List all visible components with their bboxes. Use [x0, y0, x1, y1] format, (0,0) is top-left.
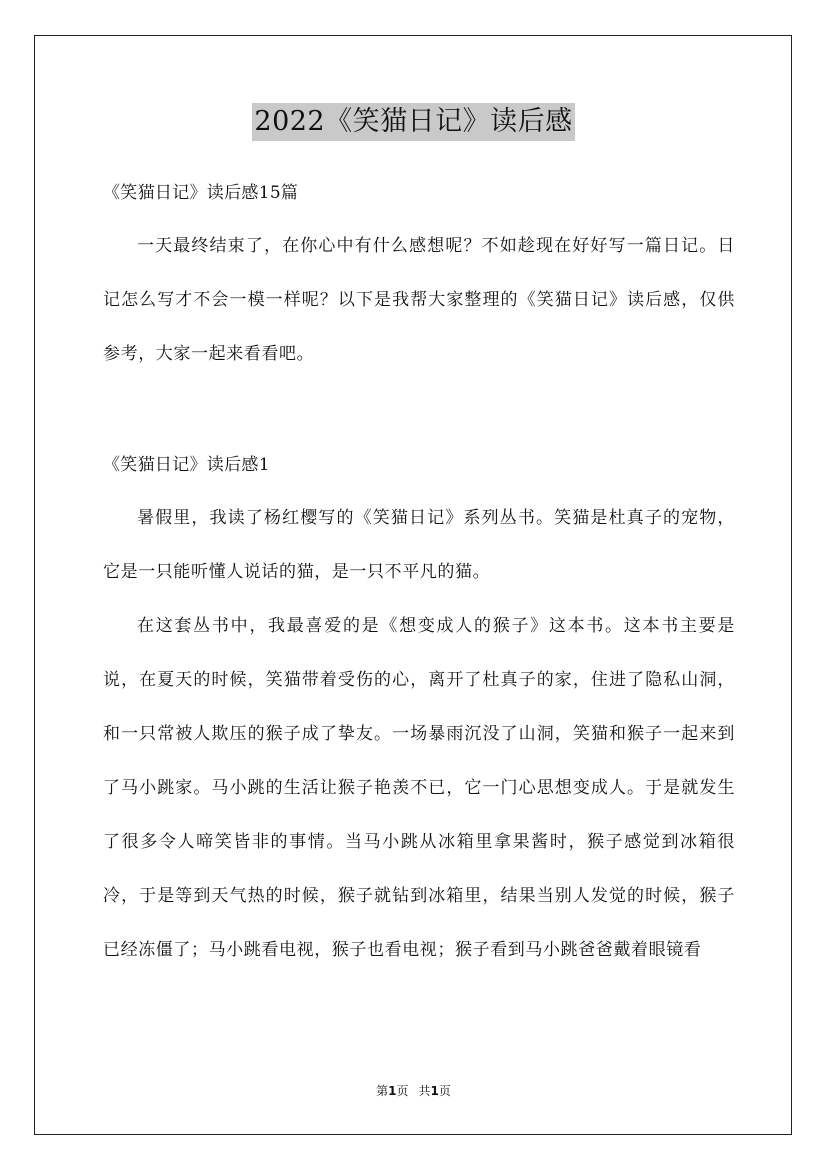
total-page-number: 1	[430, 1084, 439, 1098]
total-suffix: 页	[438, 1084, 451, 1098]
document-title	[0, 103, 827, 141]
total-prefix: 共	[418, 1084, 431, 1098]
section1-body	[103, 491, 735, 977]
page-prefix: 第	[376, 1084, 389, 1098]
current-page-number: 1	[388, 1084, 397, 1098]
section1-paragraph: 暑假里，我读了杨红樱写的《笑猫日记》系列丛书。笑猫是杜真子的宠物，它是一只能听懂人说话的猫，是一只不平凡的猫。	[103, 508, 735, 582]
page-footer	[0, 1082, 827, 1100]
intro-section	[103, 219, 735, 381]
document-title-text: 2022《笑猫日记》读后感	[252, 103, 574, 141]
page-suffix: 页	[396, 1084, 409, 1098]
intro-paragraph: 一天最终结束了，在你心中有什么感想呢？不如趁现在好好写一篇日记。日记怎么写才不会一模一样呢？以下是我帮大家整理的《笑猫日记》读后感，仅供参考，大家一起来看看吧。	[103, 236, 735, 364]
section1-heading: 《笑猫日记》读后感1	[103, 455, 270, 475]
section1-paragraph: 在这套丛书中，我最喜爱的是《想变成人的猴子》这本书。这本书主要是说，在夏天的时候，笑猫带着受伤的心，离开了杜真子的家，住进了隐私山洞，和一只常被人欺压的猴子成了挚友。一场暴雨沉没了山洞，笑猫和猴子一起来到了马小跳家。马小跳的生活让猴子艳羡不已，它一门心思想变成人。于是就发生了很多令人啼笑皆非的事情。当马小跳从冰箱里拿果酱时，猴子感觉到冰箱很冷，于是等到天气热的时候，猴子就钻到冰箱里，结果当别人发觉的时候，猴子已经冻僵了；马小跳看电视，猴子也看电视；猴子看到马小跳爸爸戴着眼镜看	[103, 616, 735, 960]
intro-heading: 《笑猫日记》读后感15篇	[103, 183, 299, 203]
